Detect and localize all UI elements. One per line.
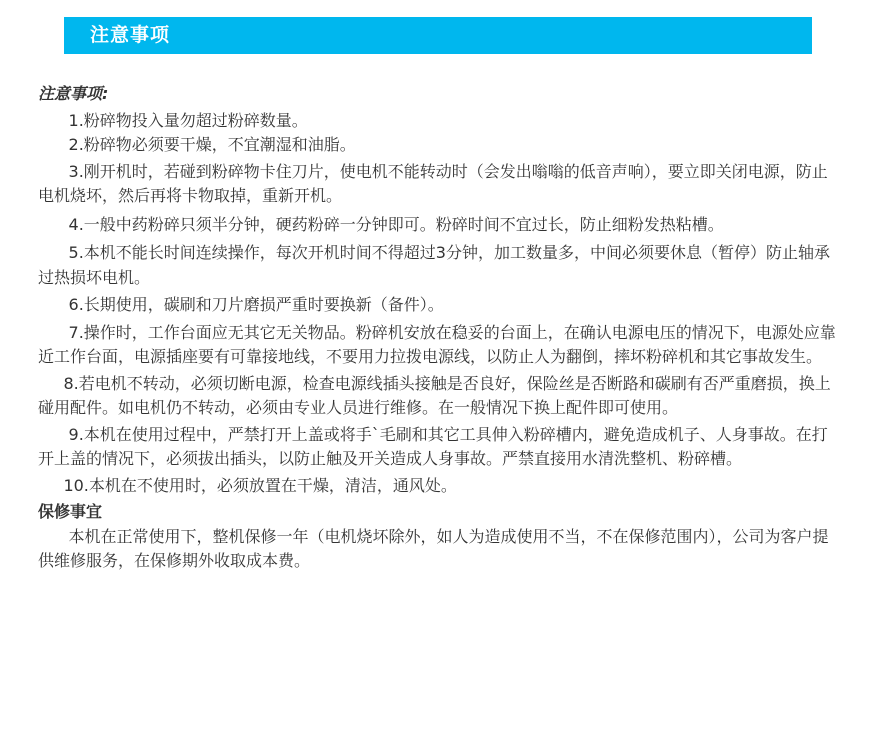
indent <box>38 323 69 342</box>
warranty-text <box>38 525 838 574</box>
notes-heading: 注意事项: <box>38 84 109 103</box>
indent <box>38 295 69 314</box>
note-item <box>38 423 838 472</box>
note-item <box>38 241 838 290</box>
warranty-body: 本机在正常使用下，整机保修一年（电机烧坏除外，如人为造成使用不当，不在保修范围内），公司为客户提供维修服务，在保修期外收取成本费。 <box>38 526 829 570</box>
note-item <box>38 213 838 238</box>
indent <box>38 111 69 130</box>
note-text: 8.若电机不转动，必须切断电源，检查电源线插头接触是否良好，保险丝是否断路和碳刷有否严重磨损，换上碰用配件。如电机仍不转动，必须由专业人员进行维修。在一般情况下换上配件即可使用。 <box>38 373 831 417</box>
note-item <box>38 372 838 421</box>
note-text: 5.本机不能长时间连续操作，每次开机时间不得超过3分钟，加工数量多，中间必须要休息（暂停）防止轴承过热损坏电机。 <box>38 243 830 287</box>
note-text: 10.本机在不使用时，必须放置在干燥，清洁，通风处。 <box>63 475 457 495</box>
note-text: 2.粉碎物必须要干燥，不宜潮湿和油脂。 <box>68 135 356 154</box>
indent <box>38 374 63 393</box>
note-item <box>38 109 838 134</box>
indent <box>38 425 69 444</box>
banner-title: 注意事项 <box>90 24 171 46</box>
note-item <box>38 160 838 209</box>
note-item <box>38 474 838 499</box>
indent <box>38 527 69 546</box>
note-text: 7.操作时，工作台面应无其它无关物品。粉碎机安放在稳妥的台面上，在确认电源电压的情况下，电源处应靠近工作台面，电源插座要有可靠接地线，不要用力拉拨电源线，以防止人为翻倒，摔坏粉碎机和其它事故发生。 <box>38 322 836 366</box>
indent <box>38 215 69 234</box>
note-text: 3.刚开机时，若碰到粉碎物卡住刀片，使电机不能转动时（会发出嗡嗡的低音声响），要立即关闭电源，防止电机烧坏，然后再将卡物取掉，重新开机。 <box>38 161 828 205</box>
note-item <box>38 321 838 370</box>
document-content <box>38 82 838 574</box>
note-text: 9.本机在使用过程中，严禁打开上盖或将手`毛刷和其它工具伸入粉碎槽内，避免造成机子、人身事故。在打开上盖的情况下，必须拔出插头，以防止触及开关造成人身事故。严禁直接用水清洗整机、粉碎槽。 <box>38 424 828 468</box>
note-item <box>38 133 838 158</box>
indent <box>38 243 69 262</box>
note-text: 1.粉碎物投入量勿超过粉碎数量。 <box>68 110 308 130</box>
warranty-heading: 保修事宜 <box>38 502 103 521</box>
section-banner <box>64 17 812 54</box>
note-text: 4.一般中药粉碎只须半分钟，硬药粉碎一分钟即可。粉碎时间不宜过长，防止细粉发热粘槽。 <box>68 214 724 234</box>
note-text: 6.长期使用，碳刷和刀片磨损严重时要换新（备件）。 <box>68 295 444 314</box>
indent <box>38 476 63 495</box>
indent <box>38 162 69 181</box>
indent <box>38 135 69 154</box>
note-item <box>38 293 838 318</box>
